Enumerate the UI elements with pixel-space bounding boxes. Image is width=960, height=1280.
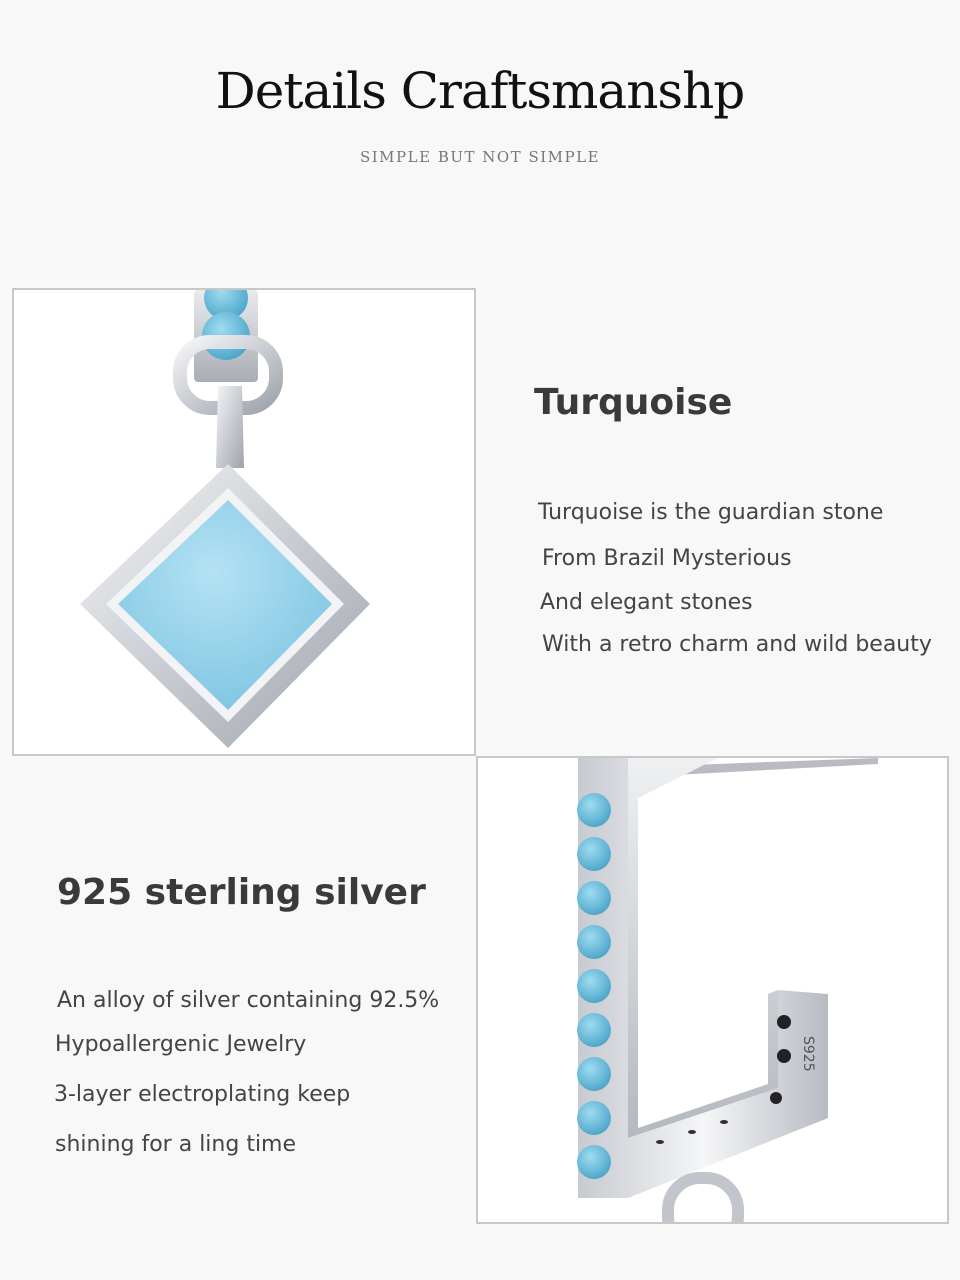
turquoise-line-2: From Brazil Mysterious — [542, 546, 792, 571]
turquoise-line-1: Turquoise is the guardian stone — [538, 500, 884, 525]
page-subtitle: SIMPLE BUT NOT SIMPLE — [359, 148, 601, 166]
silver-line-4: shining for a ling time — [55, 1132, 297, 1157]
silver-line-3: 3-layer electroplating keep — [54, 1082, 351, 1107]
hoop-illustration — [478, 758, 947, 1222]
page-title: Details Craftsmanshp — [215, 62, 745, 120]
bead-row — [577, 793, 611, 1179]
turquoise-line-3: And elegant stones — [540, 590, 753, 615]
silver-heading: 925 sterling silver — [57, 872, 426, 913]
hoop-closeup-photo — [476, 756, 949, 1224]
silver-line-2: Hypoallergenic Jewelry — [55, 1032, 307, 1057]
silver-line-1: An alloy of silver containing 92.5% — [57, 988, 440, 1013]
pendant-photo — [12, 288, 476, 756]
turquoise-line-4: With a retro charm and wild beauty — [542, 632, 932, 657]
pendant-illustration — [14, 290, 474, 754]
s925-stamp: S925 — [800, 1036, 816, 1072]
turquoise-heading: Turquoise — [534, 382, 733, 423]
